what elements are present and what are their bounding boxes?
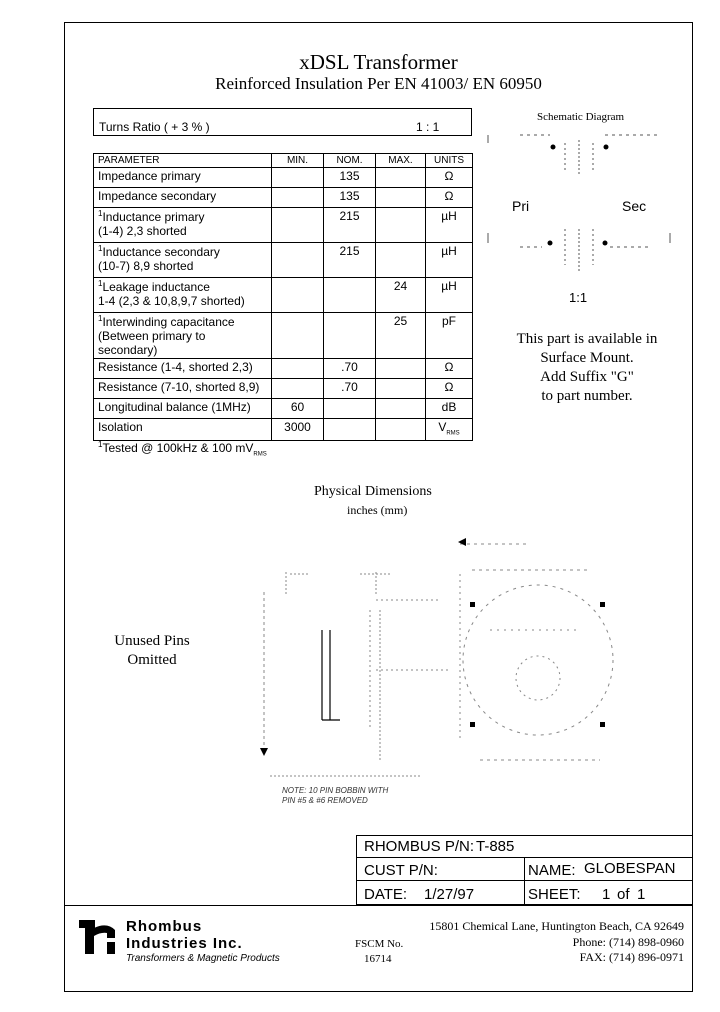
max-cell <box>376 168 426 188</box>
min-cell <box>272 188 324 208</box>
max-cell <box>376 359 426 379</box>
param-cell <box>94 208 272 243</box>
param-cell: Impedance primary <box>94 168 272 188</box>
unused-pins-line: Omitted <box>127 652 177 668</box>
nom-cell <box>324 278 376 313</box>
name-label: NAME: <box>528 862 576 879</box>
max-cell <box>376 399 426 419</box>
max-cell: 24 <box>376 278 426 313</box>
param-cell: Longitudinal balance (1MHz) <box>94 399 272 419</box>
schematic-ratio: 1:1 <box>569 290 588 305</box>
max-cell <box>376 379 426 399</box>
table-header-row <box>94 154 473 168</box>
primary-label: Pri <box>512 198 530 214</box>
polarity-dot <box>551 145 556 150</box>
footnote-marker: 1 <box>98 244 103 253</box>
min-cell: 60 <box>272 399 324 419</box>
turns-ratio-label: Turns Ratio ( + 3 % ) <box>99 120 210 134</box>
table-row <box>94 399 473 419</box>
nom-cell: .70 <box>324 379 376 399</box>
polarity-dot <box>603 241 608 246</box>
units-subscript: RMS <box>446 430 460 437</box>
turns-ratio-box <box>93 108 472 136</box>
units-cell: µH <box>426 278 473 313</box>
max-cell <box>376 419 426 441</box>
nom-cell <box>324 399 376 419</box>
nom-cell <box>324 419 376 441</box>
footer-divider <box>64 905 693 906</box>
min-cell <box>272 359 324 379</box>
table-row <box>94 379 473 399</box>
table-row <box>94 243 473 278</box>
rhombus-pn-value: T-885 <box>476 838 515 855</box>
units-cell: Ω <box>426 188 473 208</box>
availability-line: This part is available in <box>516 331 658 347</box>
sheet-label: SHEET: <box>528 886 581 903</box>
param-subtext: (10-7) 8,9 shorted <box>98 259 194 273</box>
table-row <box>94 168 473 188</box>
schematic-diagram <box>480 125 680 295</box>
footnote-text: Tested @ 100kHz & 100 mV <box>102 441 254 455</box>
min-cell <box>272 208 324 243</box>
max-cell <box>376 188 426 208</box>
cust-pn-label: CUST P/N: <box>364 862 438 879</box>
table-row <box>94 278 473 313</box>
dimensions-units: inches (mm) <box>347 503 408 517</box>
max-cell: 25 <box>376 313 426 359</box>
min-cell <box>272 313 324 359</box>
param-cell <box>94 313 272 359</box>
min-cell <box>272 278 324 313</box>
nom-cell: 215 <box>324 243 376 278</box>
nom-cell: 215 <box>324 208 376 243</box>
nom-cell: .70 <box>324 359 376 379</box>
title-block-divider <box>524 857 525 905</box>
param-cell: Isolation <box>94 419 272 441</box>
unused-pins-note <box>106 632 198 670</box>
table-row <box>94 208 473 243</box>
param-subtext: 1-4 (2,3 & 10,8,9,7 shorted) <box>98 294 245 308</box>
availability-note <box>494 330 680 406</box>
param-text: Leakage inductance <box>102 280 210 294</box>
company-address: 15801 Chemical Lane, Huntington Beach, CA 92649 <box>429 919 684 933</box>
col-header-parameter: PARAMETER <box>94 154 272 168</box>
param-subtext: (1-4) 2,3 shorted <box>98 224 187 238</box>
rhombus-logo <box>77 916 119 958</box>
nom-cell: 135 <box>324 168 376 188</box>
dimension-note <box>282 786 388 806</box>
param-subtext: (Between primary to secondary) <box>98 329 206 357</box>
page-subtitle: Reinforced Insulation Per EN 41003/ EN 60950 <box>215 74 542 93</box>
units-cell: Ω <box>426 359 473 379</box>
units-cell <box>426 419 473 441</box>
availability-line: Surface Mount. <box>540 350 634 366</box>
table-row <box>94 419 473 441</box>
company-name-line2: Industries Inc. <box>126 935 243 952</box>
company-tagline: Transformers & Magnetic Products <box>126 953 280 964</box>
units-cell: dB <box>426 399 473 419</box>
min-cell <box>272 168 324 188</box>
footnote-subscript: RMS <box>253 451 267 458</box>
col-header-nom: NOM. <box>324 154 376 168</box>
param-text: Inductance primary <box>102 210 205 224</box>
nom-cell <box>324 313 376 359</box>
units-cell: µH <box>426 243 473 278</box>
company-phone: Phone: (714) 898-0960 <box>572 935 684 949</box>
polarity-dot <box>604 145 609 150</box>
spec-table <box>93 153 473 441</box>
min-cell <box>272 243 324 278</box>
dimension-note-line: NOTE: 10 PIN BOBBIN WITH <box>282 786 389 795</box>
param-text: Interwinding capacitance <box>102 315 235 329</box>
min-cell: 3000 <box>272 419 324 441</box>
turns-ratio-value: 1 : 1 <box>416 120 440 134</box>
sheet-of: of <box>617 886 630 903</box>
company-fax: FAX: (714) 896-0971 <box>579 950 684 964</box>
fscm-label: FSCM No. <box>355 938 404 950</box>
table-footnote <box>98 440 267 457</box>
availability-line: to part number. <box>541 388 633 404</box>
dimension-drawing <box>240 530 620 810</box>
units-cell: pF <box>426 313 473 359</box>
table-row <box>94 188 473 208</box>
col-header-units: UNITS <box>426 154 473 168</box>
param-text: Inductance secondary <box>102 245 220 259</box>
table-row <box>94 313 473 359</box>
param-cell: Resistance (7-10, shorted 8,9) <box>94 379 272 399</box>
footnote-marker: 1 <box>98 440 103 449</box>
min-cell <box>272 379 324 399</box>
param-cell: Impedance secondary <box>94 188 272 208</box>
rhombus-pn-label: RHOMBUS P/N: <box>364 838 475 855</box>
secondary-label: Sec <box>622 198 647 214</box>
col-header-min: MIN. <box>272 154 324 168</box>
col-header-max: MAX. <box>376 154 426 168</box>
units-cell: Ω <box>426 379 473 399</box>
footnote-marker: 1 <box>98 209 103 218</box>
schematic-title: Schematic Diagram <box>537 111 625 123</box>
availability-line: Add Suffix "G" <box>540 369 634 385</box>
page-title: xDSL Transformer <box>299 50 458 74</box>
sheet-total: 1 <box>637 886 646 903</box>
dimensions-title: Physical Dimensions <box>314 484 432 499</box>
units-cell: Ω <box>426 168 473 188</box>
name-value: GLOBESPAN <box>584 860 676 877</box>
fscm-value: 16714 <box>364 953 392 965</box>
units-text: V <box>438 420 447 434</box>
footnote-marker: 1 <box>98 314 103 323</box>
table-row <box>94 359 473 379</box>
sheet-value: 1 <box>602 886 611 903</box>
date-value: 1/27/97 <box>424 886 475 903</box>
param-cell: Resistance (1-4, shorted 2,3) <box>94 359 272 379</box>
param-cell <box>94 278 272 313</box>
footnote-marker: 1 <box>98 279 103 288</box>
date-label: DATE: <box>364 886 408 903</box>
param-cell <box>94 243 272 278</box>
max-cell <box>376 243 426 278</box>
company-name-line1: Rhombus <box>126 918 203 935</box>
units-cell: µH <box>426 208 473 243</box>
nom-cell: 135 <box>324 188 376 208</box>
unused-pins-line: Unused Pins <box>114 633 190 649</box>
max-cell <box>376 208 426 243</box>
dimension-note-line: PIN #5 & #6 REMOVED <box>282 796 368 805</box>
polarity-dot <box>548 241 553 246</box>
